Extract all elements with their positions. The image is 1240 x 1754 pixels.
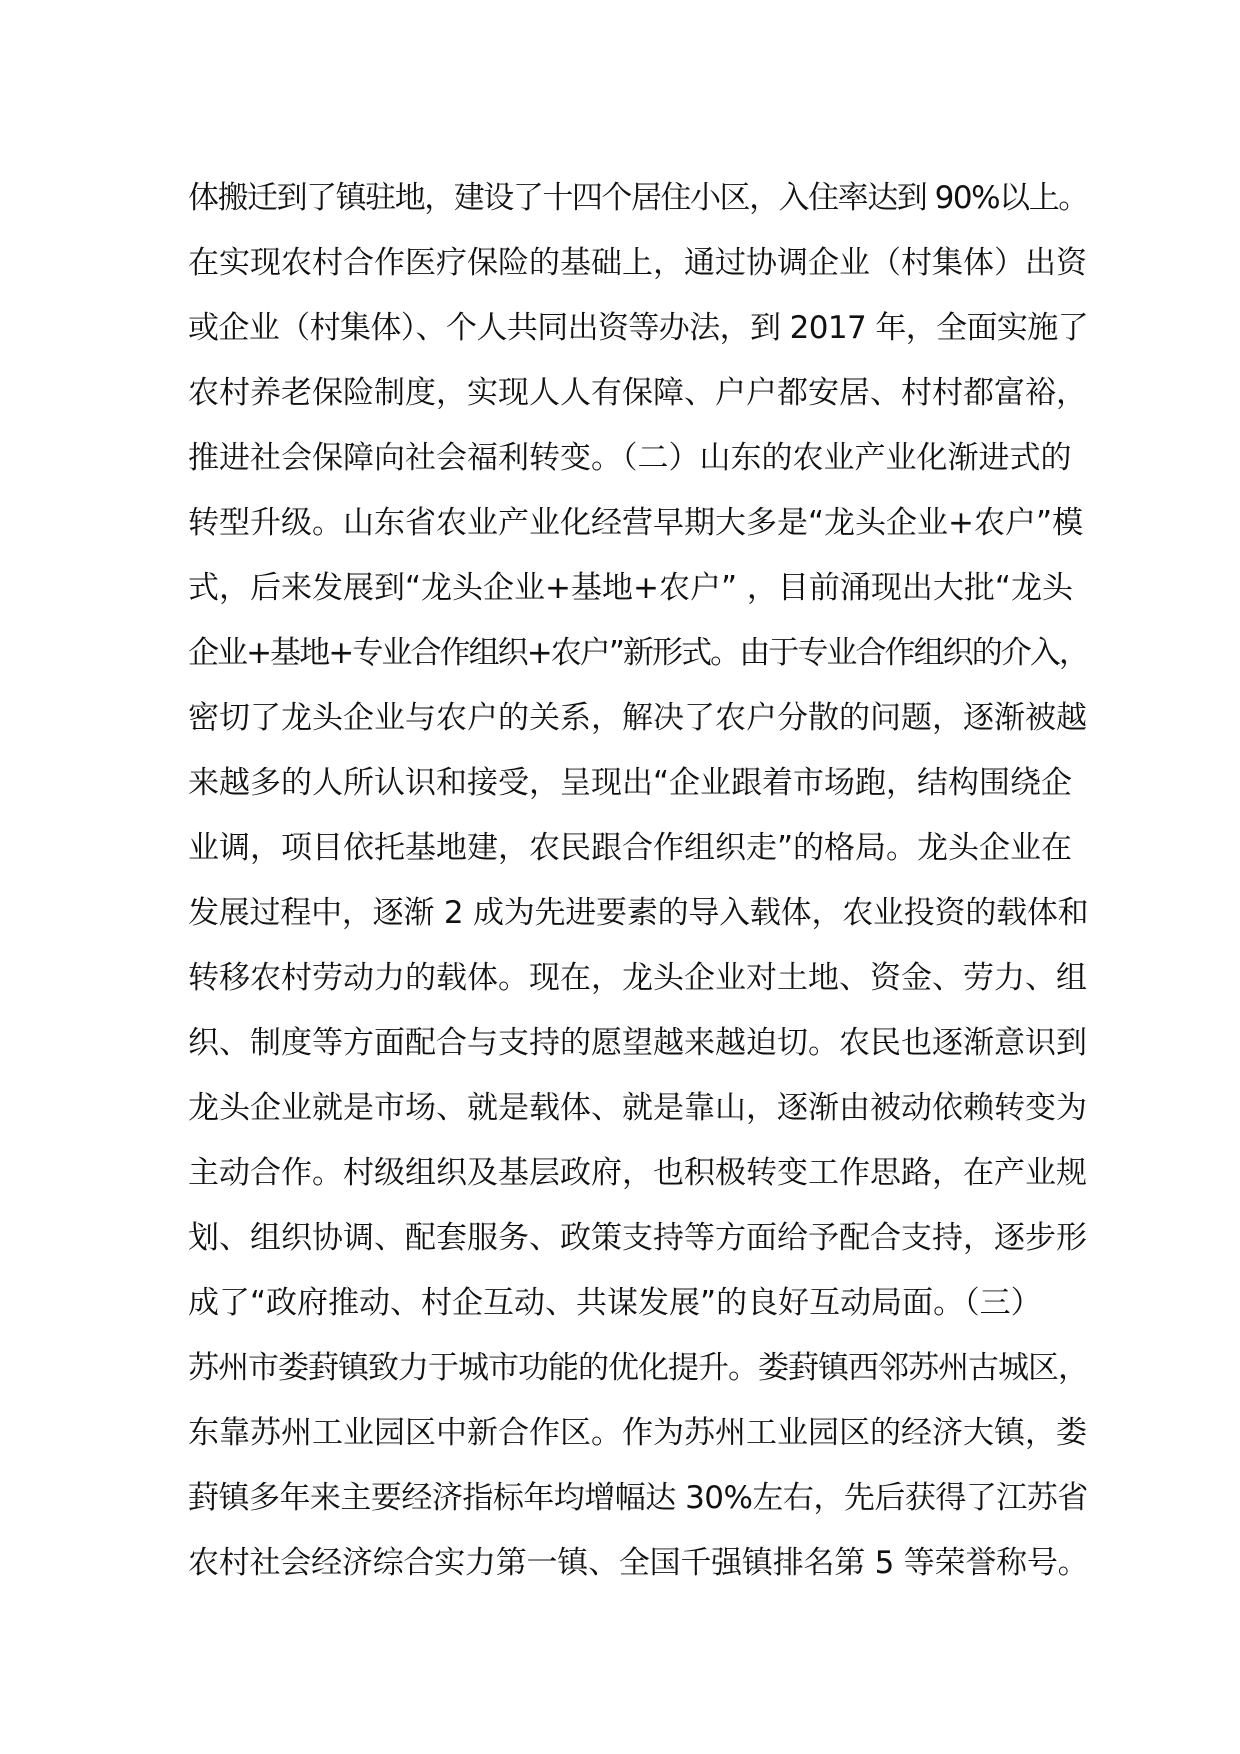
text-line: 农村养老保险制度，实现人人有保障、户户都安居、村村都富裕， [188, 375, 1087, 411]
text-line: 成了“政府推动、村企互动、共谋发展”的良好互动局面。（三） [188, 1285, 1042, 1321]
text-line: 业调，项目依托基地建，农民跟合作组织走”的格局。龙头企业在 [188, 830, 1073, 866]
text-line: 龙头企业就是市场、就是载体、就是靠山，逐渐由被动依赖转变为 [188, 1090, 1087, 1126]
text-line: 苏州市娄葑镇致力于城市功能的优化提升。娄葑镇西邻苏州古城区， [188, 1350, 1088, 1386]
text-line: 式，后来发展到“龙头企业+基地+农户” ，目前涌现出大批“龙头 [188, 570, 1073, 606]
text-line: 葑镇多年来主要经济指标年均增幅达 30%左右，先后获得了江苏省 [188, 1480, 1088, 1516]
text-line: 体搬迁到了镇驻地，建设了十四个居住小区，入住率达到 90%以上。 [188, 180, 1088, 216]
text-line: 划、组织协调、配套服务、政策支持等方面给予配合支持，逐步形 [188, 1220, 1087, 1256]
text-line: 或企业（村集体）、个人共同出资等办法，到 2017 年，全面实施了 [188, 310, 1089, 346]
text-line: 推进社会保障向社会福利转变。（二）山东的农业产业化渐进式的 [188, 440, 1072, 476]
text-line: 农村社会经济综合实力第一镇、全国千强镇排名第 5 等荣誉称号。 [188, 1545, 1089, 1581]
body-text [188, 166, 1088, 1596]
text-line: 来越多的人所认识和接受，呈现出“企业跟着市场跑，结构围绕企 [188, 765, 1073, 801]
text-line: 企业+基地+专业合作组织+农户”新形式。由于专业合作组织的介入， [188, 635, 1088, 671]
text-line: 密切了龙头企业与农户的关系，解决了农户分散的问题，逐渐被越 [188, 700, 1087, 736]
text-line: 织、制度等方面配合与支持的愿望越来越迫切。农民也逐渐意识到 [188, 1025, 1087, 1061]
text-line: 发展过程中，逐渐 2 成为先进要素的导入载体，农业投资的载体和 [188, 895, 1089, 931]
text-line: 东靠苏州工业园区中新合作区。作为苏州工业园区的经济大镇，娄 [188, 1415, 1087, 1451]
text-line: 主动合作。村级组织及基层政府，也积极转变工作思路，在产业规 [188, 1155, 1087, 1191]
text-line: 转移农村劳动力的载体。现在，龙头企业对土地、资金、劳力、组 [188, 960, 1087, 996]
text-line: 转型升级。山东省农业产业化经营早期大多是“龙头企业+农户”模 [188, 505, 1084, 541]
text-line: 在实现农村合作医疗保险的基础上，通过协调企业（村集体）出资 [188, 245, 1087, 281]
